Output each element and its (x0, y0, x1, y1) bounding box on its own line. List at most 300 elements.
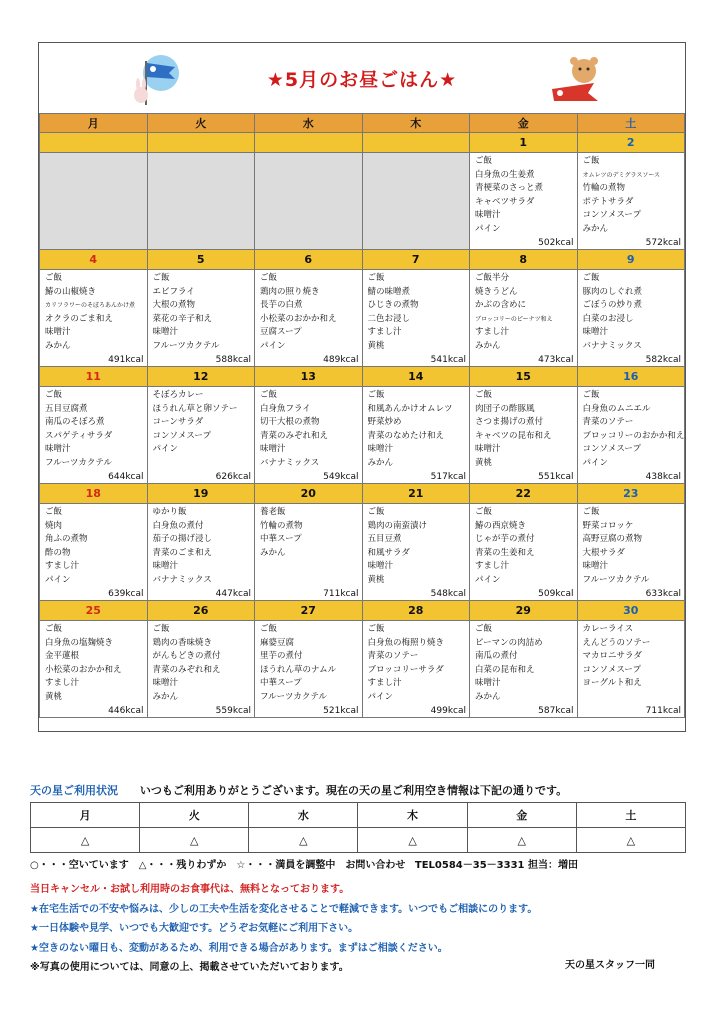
menu-item: ポテトサラダ (582, 196, 634, 207)
menu-item: 味噌汁 (152, 678, 179, 689)
photo-note: ※写真の使用については、同意の上、掲載させていただいております。 (30, 962, 349, 973)
menu-item: 野菜コロッケ (582, 520, 634, 531)
status-message: いつもご利用ありがとうございます。現在の天の星ご利用空き情報は下記の通りです。 (139, 784, 568, 797)
menu-item: 鰆の山椒焼き (45, 286, 97, 297)
menu-item-list (148, 621, 255, 705)
date-cell: 14 (362, 367, 470, 387)
menu-item: フルーツカクテル (582, 574, 650, 585)
menu-item: オクラのごま和え (45, 313, 113, 324)
menu-item-list (255, 270, 362, 354)
menu-item-list (40, 153, 147, 155)
menu-item: エビフライ (152, 286, 195, 297)
menu-cell (147, 621, 255, 718)
menu-item: ご飯 (582, 507, 600, 517)
menu-cell (577, 621, 685, 718)
date-cell: 28 (362, 601, 470, 621)
menu-item: みかん (367, 457, 394, 468)
menu-item: 竹輪の煮物 (260, 520, 303, 531)
menu-item: 味噌汁 (152, 561, 179, 572)
menu-item: 小松菜のおかか和え (260, 313, 337, 324)
calorie-value: 499kcal (430, 706, 466, 716)
page-title: ★5月のお昼ごはん★ (266, 69, 458, 91)
menu-item: 黄桃 (45, 691, 63, 702)
menu-item: 白身魚の煮付 (152, 520, 204, 531)
menu-item: 切干大根の煮物 (260, 417, 320, 428)
menu-item: 養老飯 (260, 507, 286, 517)
date-cell: 7 (362, 250, 470, 270)
menu-item-list (255, 504, 362, 560)
availability-mark: △ (467, 828, 576, 853)
menu-item: 五目豆煮 (367, 534, 402, 545)
menu-item-list (363, 270, 470, 354)
menu-item: キャベツサラダ (475, 196, 535, 207)
menu-item: ご飯 (367, 624, 385, 634)
menu-item: 五目豆腐煮 (45, 403, 88, 414)
menu-item: すまし汁 (367, 678, 402, 689)
menu-item: ブロッコリーのおかか和え (582, 430, 684, 441)
menu-item: 里芋の煮付 (260, 651, 303, 662)
menu-cell (470, 387, 578, 484)
date-cell: 9 (577, 250, 685, 270)
menu-item-list (363, 621, 470, 705)
menu-item-list (470, 504, 577, 588)
calorie-value: 572kcal (645, 238, 681, 248)
date-cell: 4 (40, 250, 148, 270)
menu-item: 味噌汁 (45, 444, 71, 455)
calorie-value: 438kcal (645, 472, 681, 482)
calorie-value: 509kcal (538, 589, 574, 599)
date-cell: 8 (470, 250, 578, 270)
availability-day: 金 (467, 803, 576, 828)
date-row (40, 601, 685, 621)
menu-item: すまし汁 (45, 678, 80, 689)
availability-mark: △ (140, 828, 249, 853)
menu-item: 青菜の生姜和え (475, 547, 535, 558)
menu-item: 豚肉のしぐれ煮 (582, 286, 643, 297)
menu-item: がんもどきの煮付 (152, 651, 221, 662)
staff-signature: 天の星スタッフ一同 (565, 960, 655, 971)
menu-item: ごぼうの炒り煮 (582, 300, 643, 311)
date-cell: 2 (577, 133, 685, 153)
calorie-value: 491kcal (108, 355, 144, 365)
menu-item: 味噌汁 (475, 444, 501, 455)
date-cell: 15 (470, 367, 578, 387)
menu-cell (470, 270, 578, 367)
menu-item: 南瓜のそぼろ煮 (45, 417, 105, 428)
date-row (40, 484, 685, 504)
menu-item: 鶏肉の香味焼き (152, 637, 213, 648)
menu-item: ご飯 (152, 624, 170, 634)
menu-cell (577, 153, 685, 250)
availability-mark: △ (358, 828, 467, 853)
availability-day: 火 (140, 803, 249, 828)
weekday-thu: 木 (362, 114, 470, 133)
menu-item: 高野豆腐の煮物 (582, 534, 643, 545)
menu-item: コーンサラダ (152, 417, 204, 428)
date-cell (147, 133, 255, 153)
menu-item: カリフラワーのそぼろあんかけ煮 (45, 302, 136, 310)
availability-day: 土 (576, 803, 685, 828)
menu-item: ご飯 (367, 273, 385, 283)
menu-item-list (148, 387, 255, 457)
calorie-value: 447kcal (215, 589, 251, 599)
menu-item: みかん (260, 547, 286, 558)
weekday-wed: 水 (255, 114, 363, 133)
date-cell: 19 (147, 484, 255, 504)
menu-cell (255, 153, 363, 250)
menu-item: すまし汁 (367, 327, 402, 338)
menu-cell (147, 387, 255, 484)
consult-note: ★在宅生活での不安や悩みは、少しの工夫や生活を変化させることで軽減できます。いつでもご相談にのります。 (30, 903, 538, 915)
menu-cell (40, 387, 148, 484)
menu-item: 青菜のみぞれ和え (152, 664, 221, 675)
menu-item: ご飯 (152, 273, 170, 283)
menu-item: ご飯 (475, 156, 493, 166)
vacancy-note: ★空きのない曜日も、変動があるため、利用できる場合があります。まずはご相談ください。 (30, 942, 448, 954)
menu-item-list (148, 270, 255, 354)
date-cell: 23 (577, 484, 685, 504)
menu-item: ご飯 (45, 273, 63, 283)
menu-item-list (470, 621, 577, 705)
menu-item: みかん (475, 340, 501, 351)
menu-item: 角ふの煮物 (45, 534, 88, 545)
date-cell: 25 (40, 601, 148, 621)
menu-item: 肉団子の酢豚風 (475, 403, 535, 414)
menu-item: 味噌汁 (45, 327, 71, 338)
menu-item: 鶏肉の照り焼き (260, 286, 320, 297)
menu-item: 青菜のソテー (367, 651, 419, 662)
menu-row (40, 153, 685, 250)
weekday-mon: 月 (40, 114, 148, 133)
menu-item: 二色お浸し (367, 313, 411, 324)
menu-item: コンソメスープ (582, 210, 641, 221)
calorie-value: 711kcal (645, 706, 681, 716)
menu-item: マカロニサラダ (582, 651, 642, 662)
menu-cell (40, 270, 148, 367)
calorie-value: 473kcal (538, 355, 574, 365)
calorie-value: 521kcal (323, 706, 359, 716)
menu-item: 黄桃 (475, 457, 493, 468)
menu-item: 竹輪の煮物 (582, 183, 626, 194)
menu-item: ご飯 (367, 390, 385, 400)
menu-item-list (470, 153, 577, 237)
weekday-fri: 金 (470, 114, 578, 133)
menu-cell (255, 621, 363, 718)
menu-item: パイン (152, 444, 179, 455)
menu-item: すまし汁 (45, 561, 80, 572)
menu-item: ご飯 (45, 507, 63, 517)
menu-item: 味噌汁 (260, 444, 286, 455)
menu-item: 青菜のソテー (582, 417, 634, 428)
calorie-value: 587kcal (538, 706, 574, 716)
menu-item: 麻婆豆腐 (260, 637, 295, 648)
menu-cell (255, 270, 363, 367)
menu-item: バナナミックス (260, 457, 320, 468)
menu-item-list (578, 270, 685, 354)
date-cell (362, 133, 470, 153)
menu-item: ご飯 (582, 156, 600, 166)
menu-item: 酢の物 (45, 547, 71, 558)
trial-note: ★一日体験や見学、いつでも大歓迎です。どうぞお気軽にご利用下さい。 (30, 923, 359, 934)
menu-item-list (363, 504, 470, 588)
calorie-value: 541kcal (430, 355, 466, 365)
menu-cell (470, 153, 578, 250)
menu-item: キャベツの昆布和え (475, 430, 552, 441)
menu-cell (577, 387, 685, 484)
menu-item: すまし汁 (475, 561, 510, 572)
menu-item-list (148, 504, 255, 588)
calorie-value: 644kcal (108, 472, 144, 482)
date-cell: 12 (147, 367, 255, 387)
menu-item: ヨーグルト和え (582, 678, 642, 689)
date-cell: 21 (362, 484, 470, 504)
menu-item: 黄桃 (367, 340, 385, 351)
menu-item: 白身魚の梅照り焼き (367, 637, 445, 648)
date-cell: 13 (255, 367, 363, 387)
menu-table (39, 113, 685, 718)
date-row (40, 133, 685, 153)
menu-item: 焼きうどん (475, 286, 518, 297)
menu-cell (577, 270, 685, 367)
menu-item: 青菜のなめたけ和え (367, 430, 445, 441)
date-cell: 16 (577, 367, 685, 387)
menu-row (40, 621, 685, 718)
menu-item: 白菜のお浸し (582, 313, 634, 324)
menu-item: 味噌汁 (367, 561, 394, 572)
menu-item: ご飯 (45, 624, 63, 634)
menu-item: 鶏肉の南蛮漬け (367, 520, 428, 531)
calorie-value: 446kcal (108, 706, 144, 716)
menu-item: みかん (152, 691, 179, 702)
calorie-value: 548kcal (430, 589, 466, 599)
availability-mark: △ (31, 828, 140, 853)
telephone-number: TEL0584－35－3331 (414, 860, 525, 871)
menu-item: パイン (367, 691, 394, 702)
menu-item: フルーツカクテル (45, 457, 112, 468)
menu-item: 大根の煮物 (152, 300, 196, 311)
menu-item: 青梗菜のさっと煮 (475, 183, 544, 194)
calorie-value: 502kcal (538, 238, 574, 248)
weekday-tue: 火 (147, 114, 255, 133)
menu-item-list (578, 153, 685, 237)
menu-item: ほうれん草と卵ソテー (152, 403, 238, 414)
menu-item: 小松菜のおかか和え (45, 664, 122, 675)
menu-cell (147, 504, 255, 601)
date-cell (255, 133, 363, 153)
menu-item: 味噌汁 (582, 327, 609, 338)
menu-cell (362, 387, 470, 484)
menu-item: 青菜のみぞれ和え (260, 430, 329, 441)
menu-item-list (363, 153, 470, 155)
menu-item: ご飯 (475, 390, 493, 400)
menu-row (40, 387, 685, 484)
calorie-value: 626kcal (215, 472, 251, 482)
availability-day: 水 (249, 803, 358, 828)
menu-item: 味噌汁 (152, 327, 179, 338)
date-cell: 18 (40, 484, 148, 504)
menu-item: ご飯 (260, 390, 278, 400)
menu-item: 味噌汁 (475, 210, 501, 221)
menu-item: 白身魚の生姜煮 (475, 169, 535, 180)
availability-table (30, 802, 686, 853)
menu-item: 味噌汁 (475, 678, 501, 689)
menu-item: 中華スープ (260, 678, 302, 689)
menu-item: バナナミックス (152, 574, 212, 585)
menu-item: 味噌汁 (582, 561, 609, 572)
menu-item: 白身魚のムニエル (582, 403, 651, 414)
status-heading (30, 782, 567, 798)
menu-item: 茄子の揚げ浸し (152, 534, 213, 545)
menu-item: ご飯 (582, 273, 600, 283)
menu-item: 鯖の味噌煮 (367, 286, 411, 297)
availability-mark: △ (249, 828, 358, 853)
menu-item: ご飯 (260, 624, 278, 634)
date-row (40, 367, 685, 387)
date-cell: 20 (255, 484, 363, 504)
menu-cell (40, 504, 148, 601)
menu-cell (470, 621, 578, 718)
menu-item: コンソメスープ (152, 430, 211, 441)
legend-text: ○・・・空いています △・・・残りわずか ☆・・・満員を調整中 お問い合わせ (30, 860, 406, 871)
calorie-value: 489kcal (323, 355, 359, 365)
date-cell (40, 133, 148, 153)
menu-item: そぼろカレー (152, 390, 204, 400)
menu-item: ご飯半分 (475, 273, 510, 283)
menu-item: ブロッコリーサラダ (367, 664, 444, 675)
menu-item: 豆腐スープ (260, 327, 302, 338)
menu-item-list (255, 621, 362, 705)
menu-item-list (470, 387, 577, 471)
date-cell: 5 (147, 250, 255, 270)
menu-row (40, 504, 685, 601)
menu-item-list (148, 153, 255, 155)
menu-cell (362, 504, 470, 601)
menu-item-list (40, 270, 147, 354)
menu-item: スパゲティサラダ (45, 430, 113, 441)
availability-day-row (31, 803, 686, 828)
menu-item: パイン (582, 457, 609, 468)
menu-item: 味噌汁 (367, 444, 394, 455)
menu-item: ご飯 (475, 624, 493, 634)
menu-item: えんどうのソテー (582, 637, 651, 648)
menu-item: パイン (45, 574, 71, 585)
weekday-sat: 土 (577, 114, 685, 133)
lunch-menu-frame (38, 42, 686, 732)
calorie-value: 559kcal (215, 706, 251, 716)
menu-cell (577, 504, 685, 601)
menu-item: 長芋の白煮 (260, 300, 303, 311)
menu-item: ゆかり飯 (152, 507, 187, 517)
notes-block (30, 880, 537, 978)
menu-item: コンソメスープ (582, 664, 641, 675)
menu-item: 中華スープ (260, 534, 302, 545)
date-cell: 29 (470, 601, 578, 621)
menu-body (40, 133, 685, 718)
menu-item: オムレツのデミグラスソース (582, 171, 661, 179)
menu-item: ピーマンの肉詰め (475, 637, 543, 648)
date-cell: 22 (470, 484, 578, 504)
menu-item: 焼肉 (45, 520, 63, 531)
calorie-value: 639kcal (108, 589, 144, 599)
availability-mark-row (31, 828, 686, 853)
menu-item: ほうれん草のナムル (260, 664, 337, 675)
menu-item: フルーツカクテル (260, 691, 327, 702)
menu-item: フルーツカクテル (152, 340, 220, 351)
title-bar (39, 43, 685, 113)
date-cell: 26 (147, 601, 255, 621)
menu-item: ご飯 (45, 390, 63, 400)
menu-item: 和風サラダ (367, 547, 410, 558)
menu-item: カレーライス (582, 624, 634, 634)
menu-item: ご飯 (260, 273, 278, 283)
menu-item-list (578, 621, 685, 691)
menu-item: バナナミックス (582, 340, 642, 351)
date-row (40, 250, 685, 270)
menu-item-list (578, 387, 685, 471)
weekday-header-row (40, 114, 685, 133)
menu-item: すまし汁 (475, 327, 510, 338)
calorie-value: 551kcal (538, 472, 574, 482)
menu-item: 鰆の西京焼き (475, 520, 527, 531)
availability-mark: △ (576, 828, 685, 853)
calorie-value: 582kcal (645, 355, 681, 365)
menu-item: 白菜の昆布和え (475, 664, 535, 675)
contact-person: 担当：増田 (527, 860, 578, 871)
menu-item: 黄桃 (367, 574, 385, 585)
menu-item: 和風あんかけオムレツ (367, 403, 453, 414)
menu-item: みかん (45, 340, 71, 351)
calorie-value: 633kcal (645, 589, 681, 599)
status-title: 天の星ご利用状況 (30, 784, 118, 797)
menu-item: ご飯 (367, 507, 385, 517)
menu-item: 野菜炒め (367, 417, 402, 428)
menu-item: ブロッコリーのピーナツ和え (475, 315, 553, 323)
menu-cell (362, 153, 470, 250)
menu-item-list (470, 270, 577, 354)
menu-row (40, 270, 685, 367)
calorie-value: 517kcal (430, 472, 466, 482)
menu-item: みかん (582, 223, 609, 234)
date-cell: 11 (40, 367, 148, 387)
menu-item-list (40, 387, 147, 471)
menu-cell (362, 621, 470, 718)
bear-koinobori-illustration (544, 49, 614, 109)
menu-item: 大根サラダ (582, 547, 625, 558)
menu-item: パイン (475, 223, 501, 234)
legend-line (30, 856, 578, 871)
calorie-value: 588kcal (215, 355, 251, 365)
menu-item: 青菜のごま和え (152, 547, 213, 558)
cancel-note: 当日キャンセル・お試し利用時のお食事代は、無料となっております。 (30, 884, 350, 895)
date-cell: 30 (577, 601, 685, 621)
menu-item: 金平蓮根 (45, 651, 80, 662)
date-cell: 1 (470, 133, 578, 153)
calorie-value: 711kcal (323, 589, 359, 599)
menu-item-list (363, 387, 470, 471)
menu-item: パイン (475, 574, 501, 585)
menu-item: 南瓜の煮付 (475, 651, 518, 662)
menu-item-list (255, 153, 362, 155)
availability-day: 木 (358, 803, 467, 828)
menu-item: みかん (475, 691, 501, 702)
menu-item: じゃが芋の煮付 (475, 534, 535, 545)
menu-cell (40, 621, 148, 718)
menu-cell (40, 153, 148, 250)
date-cell: 27 (255, 601, 363, 621)
menu-cell (255, 504, 363, 601)
date-cell: 6 (255, 250, 363, 270)
menu-item: ひじきの煮物 (367, 300, 419, 311)
